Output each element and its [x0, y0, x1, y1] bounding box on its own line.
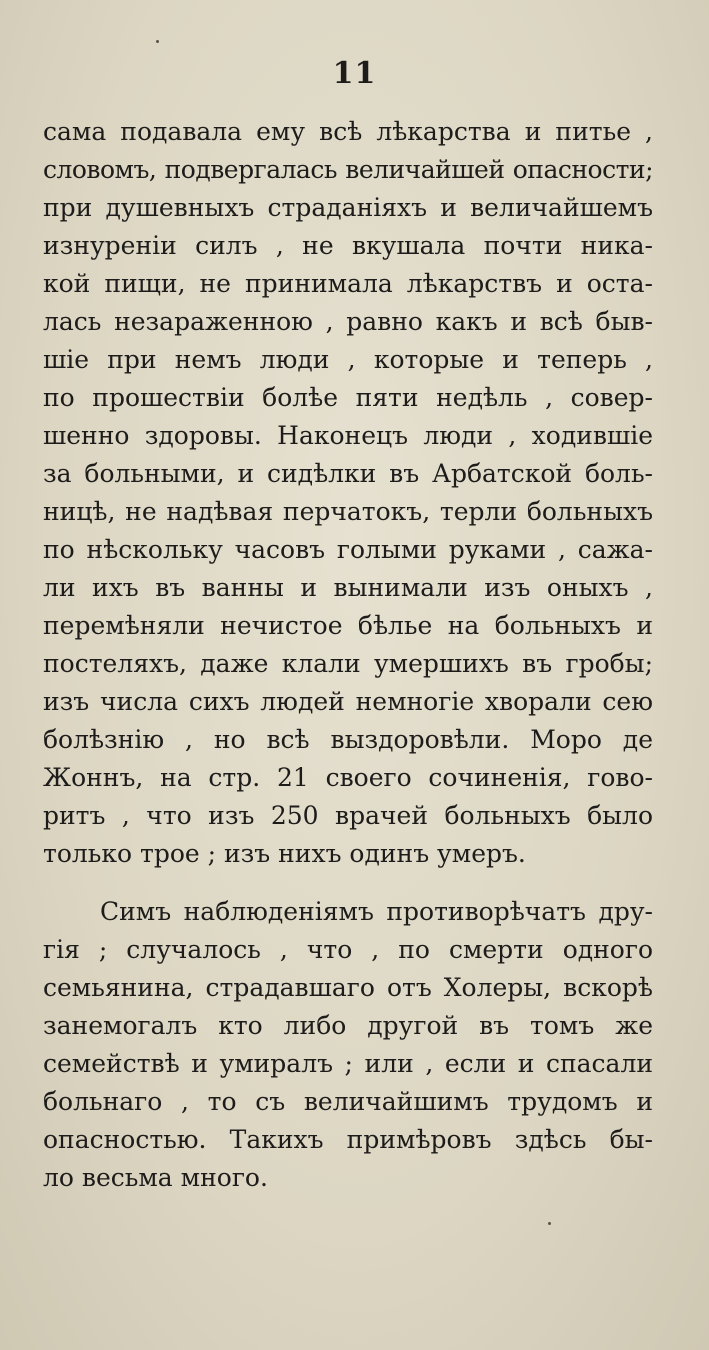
text-line: только трое ; изъ нихъ одинъ умеръ.	[43, 839, 526, 868]
page-number: 11	[332, 56, 377, 91]
text-line: болѣзнію , но всѣ выздоровѣли. Моро де	[43, 725, 653, 754]
text-line: кой пищи, не принимала лѣкарствъ и оста-	[43, 269, 653, 298]
text-line: шіе при немъ люди , которые и теперь ,	[43, 345, 653, 374]
text-line: словомъ, подвергалась величайшей опасности;	[43, 155, 653, 184]
text-line: изъ числа сихъ людей немногіе хворали сею	[43, 687, 653, 716]
ink-speck	[156, 40, 159, 43]
text-line: лась незараженною , равно какъ и всѣ быв-	[43, 307, 653, 336]
text-line: ли ихъ въ ванны и вынимали изъ оныхъ ,	[43, 573, 653, 602]
text-line: ницѣ, не надѣвая перчатокъ, терли больныхъ	[43, 497, 653, 526]
text-line: ритъ , что изъ 250 врачей больныхъ было	[43, 801, 653, 830]
text-line: изнуреніи силъ , не вкушала почти ника-	[43, 231, 653, 260]
ink-speck	[548, 1222, 551, 1225]
text-line: за больными, и сидѣлки въ Арбатской боль-	[43, 459, 653, 488]
text-line: перемѣняли нечистое бѣлье на больныхъ и	[43, 611, 653, 640]
text-line: по нѣскольку часовъ голыми руками , сажа-	[43, 535, 653, 564]
text-line: при душевныхъ страданіяхъ и величайшемъ	[43, 193, 653, 222]
text-line: семьянина, страдавшаго отъ Холеры, вскорѣ	[43, 973, 653, 1002]
text-line: Жоннъ, на стр. 21 своего сочиненія, гово-	[43, 763, 653, 792]
text-line: сама подавала ему всѣ лѣкарства и питье ,	[43, 117, 653, 146]
text-line: опасностью. Такихъ примѣровъ здѣсь бы-	[43, 1125, 653, 1154]
text-line: занемогалъ кто либо другой въ томъ же	[43, 1011, 653, 1040]
text-line: Симъ наблюденіямъ противорѣчатъ дру-	[100, 897, 653, 926]
text-line: по прошествіи болѣе пяти недѣль , совер-	[43, 383, 653, 412]
text-line: шенно здоровы. Наконецъ люди , ходившіе	[43, 421, 653, 450]
text-line: больнаго , то съ величайшимъ трудомъ и	[43, 1087, 653, 1116]
text-line: семействѣ и умиралъ ; или , если и спасали	[43, 1049, 653, 1078]
text-line: ло весьма много.	[43, 1163, 268, 1192]
text-line: постеляхъ, даже клали умершихъ въ гробы;	[43, 649, 653, 678]
text-line: гія ; случалось , что , по смерти одного	[43, 935, 653, 964]
